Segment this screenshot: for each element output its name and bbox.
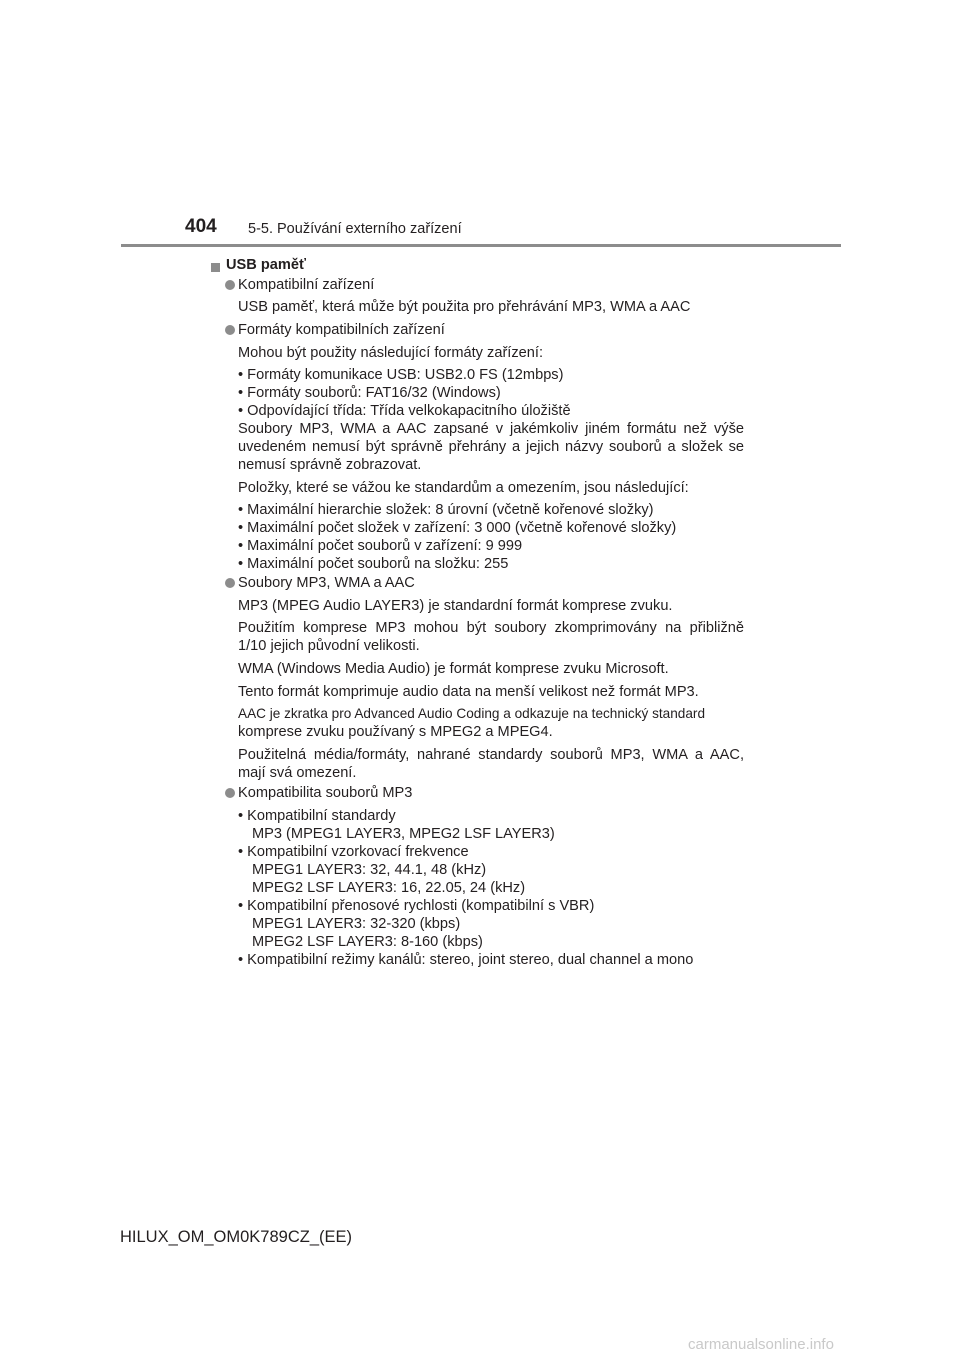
text-line: MPEG2 LSF LAYER3: 16, 22.05, 24 (kHz) xyxy=(252,880,526,896)
text-line: Použitím komprese MP3 mohou být soubory zkomprimovány na přibližně xyxy=(238,620,744,636)
text-line: 1/10 jejich původní velikosti. xyxy=(238,638,420,654)
text-line: • Kompatibilní přenosové rychlosti (kompatibilní s VBR) xyxy=(238,898,595,914)
section-title: 5-5. Používání externího zařízení xyxy=(248,221,462,237)
text-line: WMA (Windows Media Audio) je formát komprese zvuku Microsoft. xyxy=(238,661,669,677)
circle-bullet-icon xyxy=(225,280,235,290)
text-line: • Maximální počet souborů na složku: 255 xyxy=(238,556,509,572)
page-number: 404 xyxy=(185,216,217,237)
text-line: • Formáty komunikace USB: USB2.0 FS (12mbps) xyxy=(238,367,564,383)
text-line: • Kompatibilní standardy xyxy=(238,808,396,824)
circle-bullet-icon xyxy=(225,578,235,588)
text-line: • Kompatibilní vzorkovací frekvence xyxy=(238,844,469,860)
text-line: Tento formát komprimuje audio data na menší velikost než formát MP3. xyxy=(238,684,699,700)
header-rule xyxy=(121,244,841,247)
subheading-line: Formáty kompatibilních zařízení xyxy=(238,322,445,338)
text-line: uvedeném nemusí být správně přehrány a jejich názvy souborů a složek se xyxy=(238,439,744,455)
text-line: MP3 (MPEG Audio LAYER3) je standardní formát komprese zvuku. xyxy=(238,598,673,614)
watermark: carmanualsonline.info xyxy=(688,1336,834,1353)
footer-document-code: HILUX_OM_OM0K789CZ_(EE) xyxy=(120,1228,352,1246)
page-header xyxy=(0,0,960,250)
text-line: Položky, které se vážou ke standardům a omezením, jsou následující: xyxy=(238,480,689,496)
text-line: MPEG1 LAYER3: 32-320 (kbps) xyxy=(252,916,461,932)
text-line: mají svá omezení. xyxy=(238,765,357,781)
text-line: Mohou být použity následující formáty zařízení: xyxy=(238,345,543,361)
text-line: AAC je zkratka pro Advanced Audio Coding a odkazuje na technický standard xyxy=(238,706,706,721)
text-line: • Maximální počet souborů v zařízení: 9 999 xyxy=(238,538,523,554)
text-line: • Kompatibilní režimy kanálů: stereo, joint stereo, dual channel a mono xyxy=(238,952,694,968)
subheading-line: Soubory MP3, WMA a AAC xyxy=(238,575,415,591)
text-line: MP3 (MPEG1 LAYER3, MPEG2 LSF LAYER3) xyxy=(252,826,555,842)
text-line: MPEG1 LAYER3: 32, 44.1, 48 (kHz) xyxy=(252,862,487,878)
text-line: MPEG2 LSF LAYER3: 8-160 (kbps) xyxy=(252,934,483,950)
text-line: komprese zvuku používaný s MPEG2 a MPEG4. xyxy=(238,724,553,740)
text-line: Soubory MP3, WMA a AAC zapsané v jakémkoliv jiném formátu než výše xyxy=(238,421,744,437)
subheading-line: Kompatibilita souborů MP3 xyxy=(238,785,413,801)
text-line: nemusí správně zobrazovat. xyxy=(238,457,422,473)
heading-square-bullet-icon xyxy=(211,263,220,272)
text-line: • Odpovídající třída: Třída velkokapacitního úložiště xyxy=(238,403,571,419)
text-line: • Formáty souborů: FAT16/32 (Windows) xyxy=(238,385,501,401)
subheading-line: Kompatibilní zařízení xyxy=(238,277,375,293)
text-line: • Maximální počet složek v zařízení: 3 000 (včetně kořenové složky) xyxy=(238,520,677,536)
text-line: • Maximální hierarchie složek: 8 úrovní (včetně kořenové složky) xyxy=(238,502,654,518)
circle-bullet-icon xyxy=(225,788,235,798)
text-line: Použitelná média/formáty, nahrané standardy souborů MP3, WMA a AAC, xyxy=(238,747,744,763)
text-line: USB paměť, která může být použita pro přehrávání MP3, WMA a AAC xyxy=(238,299,691,315)
circle-bullet-icon xyxy=(225,325,235,335)
heading-usb-memory: USB paměť xyxy=(226,257,306,273)
